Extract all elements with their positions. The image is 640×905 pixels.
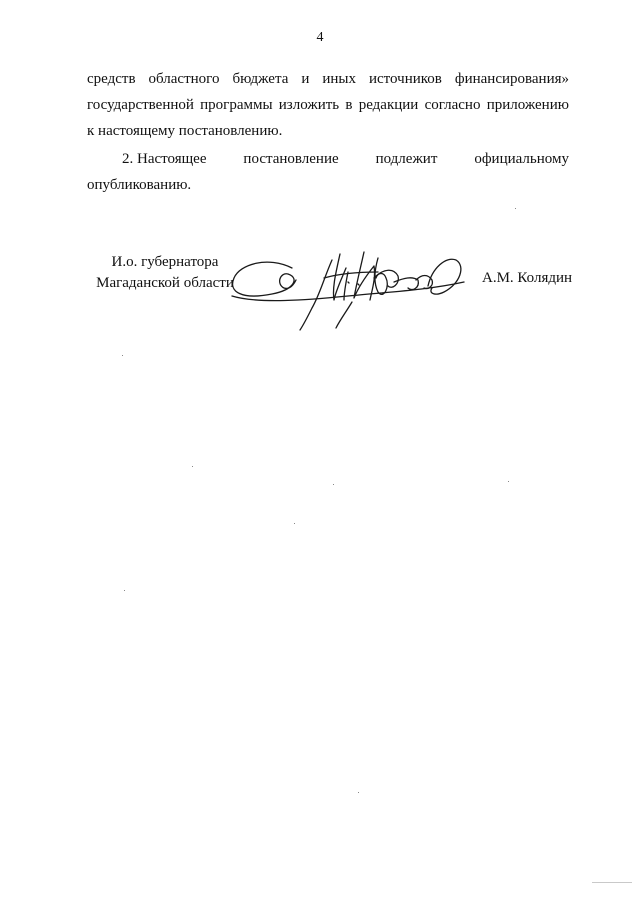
scan-speck: [294, 523, 295, 524]
paragraph-2: [87, 146, 569, 198]
word: средств: [87, 71, 136, 87]
word: областного: [148, 71, 220, 87]
scan-speck: [124, 590, 125, 591]
word: постановление: [243, 151, 339, 167]
signatory-title-line-1: И.о. губернатора: [111, 254, 219, 270]
word: и: [301, 71, 310, 87]
scan-speck: [122, 355, 123, 356]
word: согласно: [424, 97, 481, 113]
paragraph-1-line-1: [87, 66, 569, 92]
signatory-title-line-2: Магаданской области: [96, 275, 234, 291]
scan-speck: [358, 792, 359, 793]
word: финансирования»: [454, 71, 569, 87]
word: иных: [322, 71, 357, 87]
handwritten-signature: [228, 238, 468, 334]
scan-speck: [508, 481, 509, 482]
word: бюджета: [232, 71, 289, 87]
word: государственной: [87, 97, 194, 113]
paragraph-1: [87, 66, 569, 144]
word: официальному: [474, 151, 569, 167]
signatory-title: [90, 252, 240, 294]
signatory-name: А.М. Колядин: [482, 270, 573, 286]
word: источников: [369, 71, 442, 87]
word: в: [345, 97, 353, 113]
scan-speck: [515, 208, 516, 209]
word: программы: [200, 97, 273, 113]
paragraph-2-line-1: [87, 146, 569, 172]
paragraph-1-line-3: к настоящему постановлению.: [87, 123, 283, 139]
word: приложению: [486, 97, 569, 113]
paragraph-1-line-2: [87, 92, 569, 118]
scan-speck: [333, 484, 334, 485]
paragraph-2-line-2: опубликованию.: [87, 177, 192, 193]
scan-speck: [192, 466, 193, 467]
word: подлежит: [375, 151, 438, 167]
word: изложить: [278, 97, 340, 113]
scan-edge-mark: [592, 882, 632, 883]
page-number: 4: [316, 30, 324, 45]
word: 2. Настоящее: [122, 151, 207, 167]
word: редакции: [358, 97, 419, 113]
